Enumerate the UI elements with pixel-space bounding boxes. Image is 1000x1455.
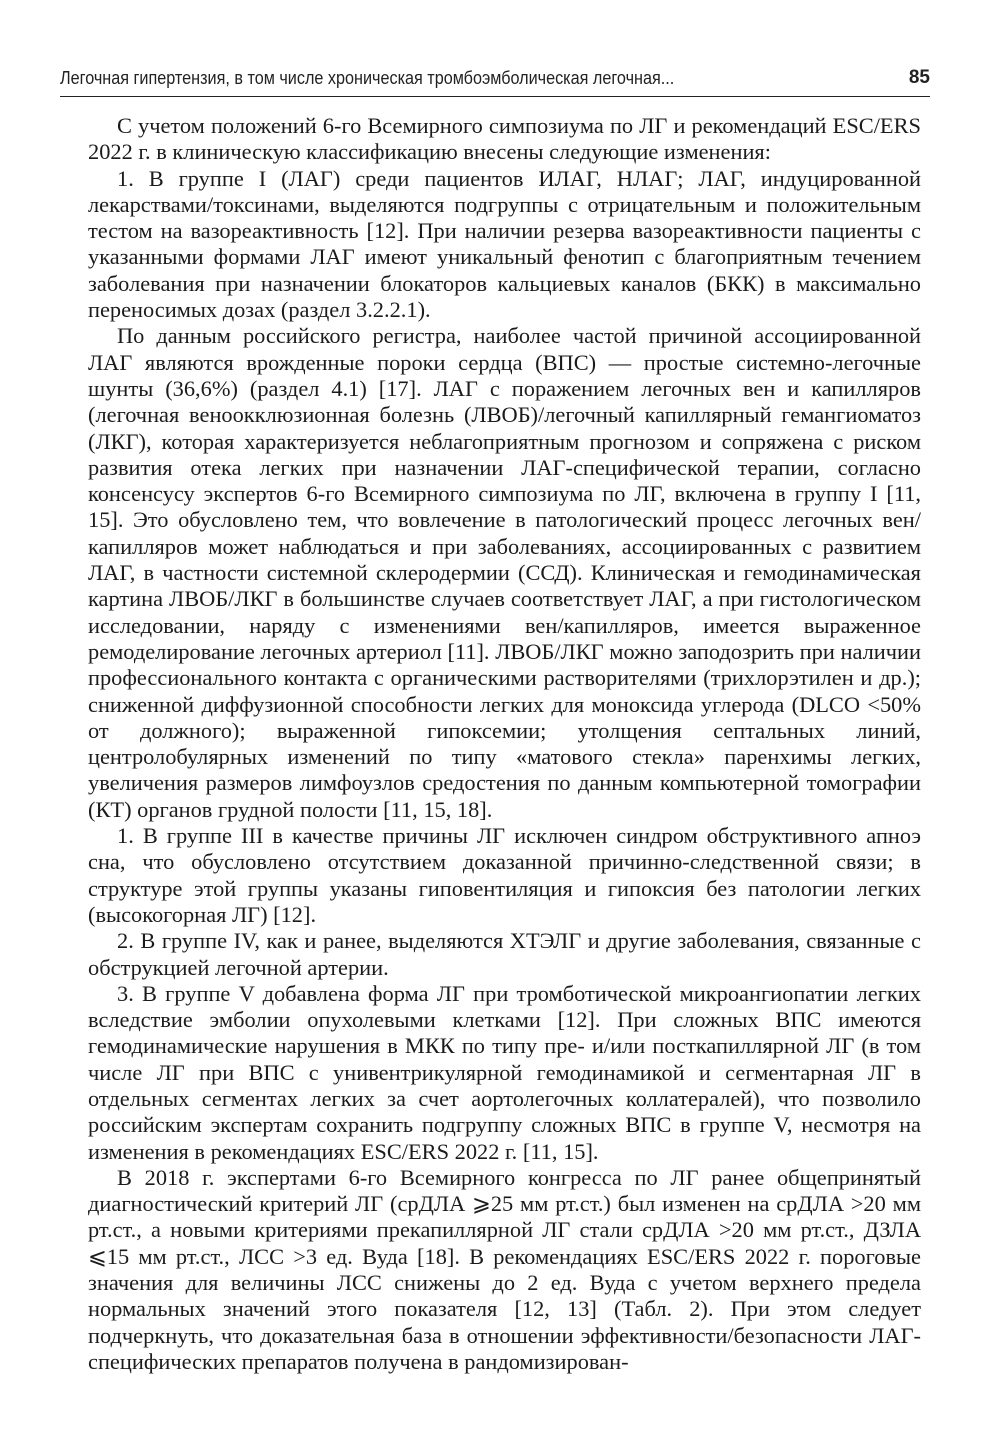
paragraph-group-5: 3. В группе V добавлена форма ЛГ при тромботической микроангиопатии легких вследствие эмболии опухолевыми клетками [12]. При сложных ВПС имеются гемодинамические нарушения в МКК по типу пре- и/или посткапиллярной ЛГ (в том числе ЛГ при ВПС с унивентрикулярной гемодинамикой и сегментарная ЛГ в отдельных сегментах легких за счет аортолегочных коллатералей), что позволило российским экспертам сохранить подгруппу сложных ВПС в группе V, несмотря на изменения в рекомендациях ESC/ERS 2022 г. [11, 15]. [88,980,921,1164]
paragraph-criteria: В 2018 г. экспертами 6-го Всемирного конгресса по ЛГ ранее общепринятый диагностический критерий ЛГ (срДЛА ⩾25 мм рт.ст.) был изменен на срДЛА >20 мм рт.ст., а новыми критериями прекапиллярной ЛГ стали срДЛА >20 мм рт.ст., ДЗЛА ⩽15 мм рт.ст., ЛСС >3 ед. Вуда [18]. В рекомендациях ESC/ERS 2022 г. пороговые значения для величины ЛСС снижены до 2 ед. Вуда с учетом верхнего предела нормальных значений этого показателя [12, 13] (Табл. 2). При этом следует подчеркнуть, что доказательная база в отношении эффективности/безопасности ЛАГ-специфических препаратов получена в рандомизирован- [88,1164,921,1374]
paragraph-group-1: 1. В группе I (ЛАГ) среди пациентов ИЛАГ, НЛАГ; ЛАГ, индуцированной лекарствами/токсинами, выделяются подгруппы с отрицательным и положительным тестом на вазореактивность [12]. При наличии резерва вазореактивности пациенты с указанными формами ЛАГ имеют уникальный фенотип с благоприятным течением заболевания при назначении блокаторов кальциевых каналов (БКК) в максимально переносимых дозах (раздел 3.2.2.1). [88,165,921,323]
running-title: Легочная гипертензия, в том числе хроническая тромбоэмболическая легочная... [60,68,675,88]
paragraph-intro: С учетом положений 6-го Всемирного симпозиума по ЛГ и рекомендаций ESC/ERS 2022 г. в клиническую классификацию внесены следующие изменения: [88,113,921,165]
paragraph-group-3: 1. В группе III в качестве причины ЛГ исключен синдром обструктивного апноэ сна, что обусловлено отсутствием доказанной причинно-следственной связи; в структуре этой группы указаны гиповентиляция и гипоксия без патологии легких (высокогорная ЛГ) [12]. [88,823,921,927]
paragraph-group-4: 2. В группе IV, как и ранее, выделяются ХТЭЛГ и другие заболевания, связанные с обструкцией легочной артерии. [88,928,921,980]
page-body [88,113,921,1375]
running-header [60,62,930,97]
paragraph-registry: По данным российского регистра, наиболее частой причиной ассоциированной ЛАГ являются врожденные пороки сердца (ВПС) — простые системно-легочные шунты (36,6%) (раздел 4.1) [17]. ЛАГ с поражением легочных вен и капилляров (легочная веноокклюзионная болезнь (ЛВОБ)/легочный капиллярный гемангиоматоз (ЛКГ), которая характеризуется неблагоприятным прогнозом и сопряжена с риском развития отека легких при назначении ЛАГ-специфической терапии, согласно консенсусу экспертов 6-го Всемирного симпозиума по ЛГ, включена в группу I [11, 15]. Это обусловлено тем, что вовлечение в патологический процесс легочных вен/капилляров может наблюдаться и при заболеваниях, ассоциированных с развитием ЛАГ, в частности системной склеродермии (ССД). Клиническая и гемодинамическая картина ЛВОБ/ЛКГ в большинстве случаев соответствует ЛАГ, а при гистологическом исследовании, наряду с изменениями вен/капилляров, имеется выраженное ремоделирование легочных артериол [11]. ЛВОБ/ЛКГ можно заподозрить при наличии профессионального контакта с органическими растворителями (трихлорэтилен и др.); сниженной диффузионной способности легких для моноксида углерода (DLCO <50% от должного); выраженной гипоксемии; утолщения септальных линий, центролобулярных изменений по типу «матового стекла» паренхимы легких, увеличения размеров лимфоузлов средостения по данным компьютерной томографии (КТ) органов грудной полости [11, 15, 18]. [88,323,921,822]
page-number: 85 [908,67,930,88]
